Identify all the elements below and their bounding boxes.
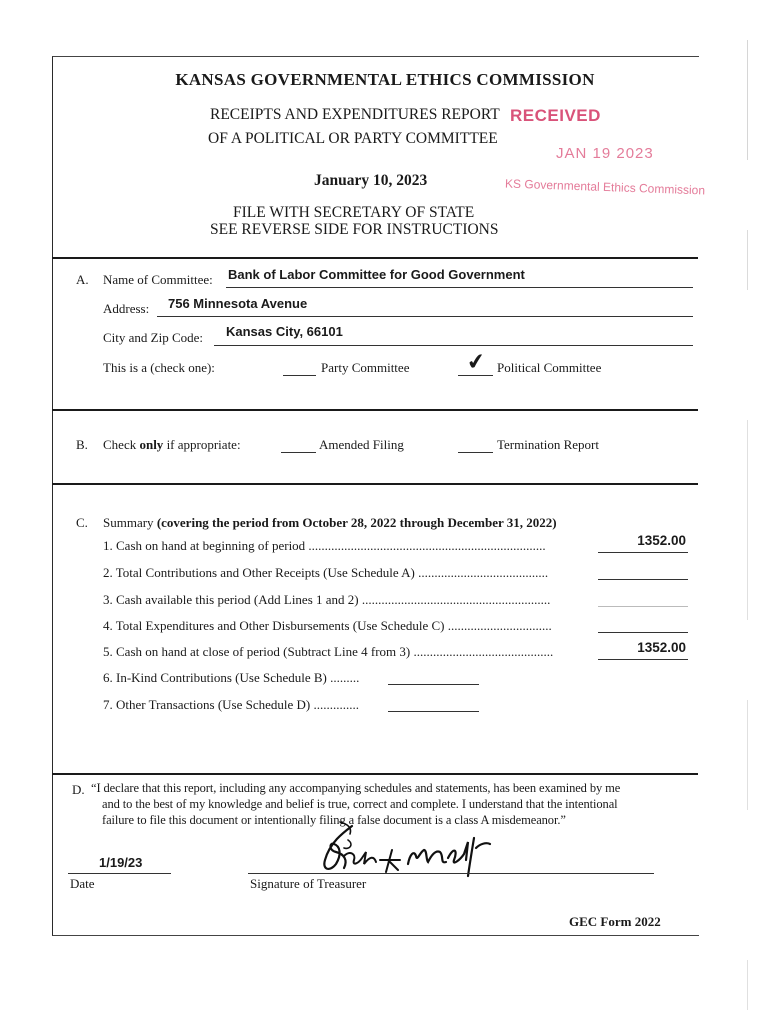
summary-line-7-label: 7. Other Transactions (Use Schedule D) .............. xyxy=(103,697,359,712)
section-a-letter: A. xyxy=(76,272,89,287)
committee-name-value: Bank of Labor Committee for Good Government xyxy=(228,267,525,282)
declaration-line-3: failure to file this document or intentionally filing a false document is a class A misdemeanor.” xyxy=(102,813,566,827)
termination-report-blank xyxy=(458,452,493,453)
summary-line-5-value: 1352.00 xyxy=(637,640,686,655)
date-line xyxy=(68,873,171,874)
section-b-label: Check only if appropriate: xyxy=(103,437,241,452)
section-d-letter: D. xyxy=(72,782,85,797)
report-title-line1: RECEIPTS AND EXPENDITURES REPORT xyxy=(210,106,500,123)
address-label: Address: xyxy=(103,301,150,316)
scan-edge-mark xyxy=(747,700,748,810)
scan-edge-mark xyxy=(747,960,748,1010)
summary-line-1-label: 1. Cash on hand at beginning of period ......................................................................... xyxy=(103,538,546,553)
received-stamp: RECEIVED xyxy=(510,106,601,125)
date-value: 1/19/23 xyxy=(99,855,143,870)
report-date: January 10, 2023 xyxy=(314,172,428,189)
scan-edge-mark xyxy=(747,230,748,290)
scan-edge-mark xyxy=(747,420,748,620)
summary-line-6-blank xyxy=(388,684,479,685)
city-zip-value: Kansas City, 66101 xyxy=(226,324,343,339)
section-b-letter: B. xyxy=(76,437,88,452)
file-instruction-line2: SEE REVERSE SIDE FOR INSTRUCTIONS xyxy=(210,221,499,238)
committee-name-label: Name of Committee: xyxy=(103,272,213,287)
summary-line-2-label: 2. Total Contributions and Other Receipts (Use Schedule A) ........................................ xyxy=(103,565,549,580)
political-committee-label: Political Committee xyxy=(497,360,602,375)
summary-heading: Summary (covering the period from October 28, 2022 through December 31, 2022) xyxy=(103,515,557,530)
declaration-line-1: “I declare that this report, including any accompanying schedules and statements, has been examined by me xyxy=(91,781,621,795)
summary-line-1-blank xyxy=(598,552,688,553)
date-label: Date xyxy=(70,876,95,891)
divider-a xyxy=(52,257,698,259)
signature-line xyxy=(248,873,654,874)
scan-edge-mark xyxy=(747,40,748,160)
received-stamp-date: JAN 19 2023 xyxy=(556,145,654,162)
file-instruction-line1: FILE WITH SECRETARY OF STATE xyxy=(233,204,475,221)
summary-line-4-blank xyxy=(598,632,688,633)
form-id: GEC Form 2022 xyxy=(569,914,661,929)
summary-line-7-blank xyxy=(388,711,479,712)
party-committee-label: Party Committee xyxy=(321,360,410,375)
committee-name-line xyxy=(226,287,693,288)
summary-line-2-blank xyxy=(598,579,688,580)
city-zip-line xyxy=(214,345,693,346)
signature-label: Signature of Treasurer xyxy=(250,876,367,891)
agency-title: KANSAS GOVERNMENTAL ETHICS COMMISSION xyxy=(175,70,595,89)
section-c-letter: C. xyxy=(76,515,88,530)
summary-line-5-label: 5. Cash on hand at close of period (Subtract Line 4 from 3) ........................................... xyxy=(103,644,554,659)
address-line xyxy=(157,316,693,317)
divider-b xyxy=(52,409,698,411)
received-stamp-agency: KS Governmental Ethics Commission xyxy=(504,176,706,198)
summary-line-1-value: 1352.00 xyxy=(637,533,686,548)
party-committee-blank xyxy=(283,375,316,376)
address-value: 756 Minnesota Avenue xyxy=(168,296,308,311)
amended-filing-label: Amended Filing xyxy=(319,437,404,452)
divider-c xyxy=(52,483,698,485)
summary-line-3-label: 3. Cash available this period (Add Lines 1 and 2) .......................................................... xyxy=(103,592,551,607)
committee-type-label: This is a (check one): xyxy=(103,360,215,375)
report-title-line2: OF A POLITICAL OR PARTY COMMITTEE xyxy=(208,130,498,147)
summary-line-3-blank xyxy=(598,606,688,607)
termination-report-label: Termination Report xyxy=(497,437,599,452)
amended-filing-blank xyxy=(281,452,316,453)
summary-line-4-label: 4. Total Expenditures and Other Disbursements (Use Schedule C) ................................ xyxy=(103,618,552,633)
city-zip-label: City and Zip Code: xyxy=(103,330,204,345)
political-committee-checkmark: ✔ xyxy=(465,348,488,377)
declaration-line-2: and to the best of my knowledge and belief is true, correct and complete. I understand that the intentional xyxy=(102,797,618,811)
divider-d xyxy=(52,773,698,775)
summary-line-6-label: 6. In-Kind Contributions (Use Schedule B) ......... xyxy=(103,670,360,685)
summary-line-5-blank xyxy=(598,659,688,660)
